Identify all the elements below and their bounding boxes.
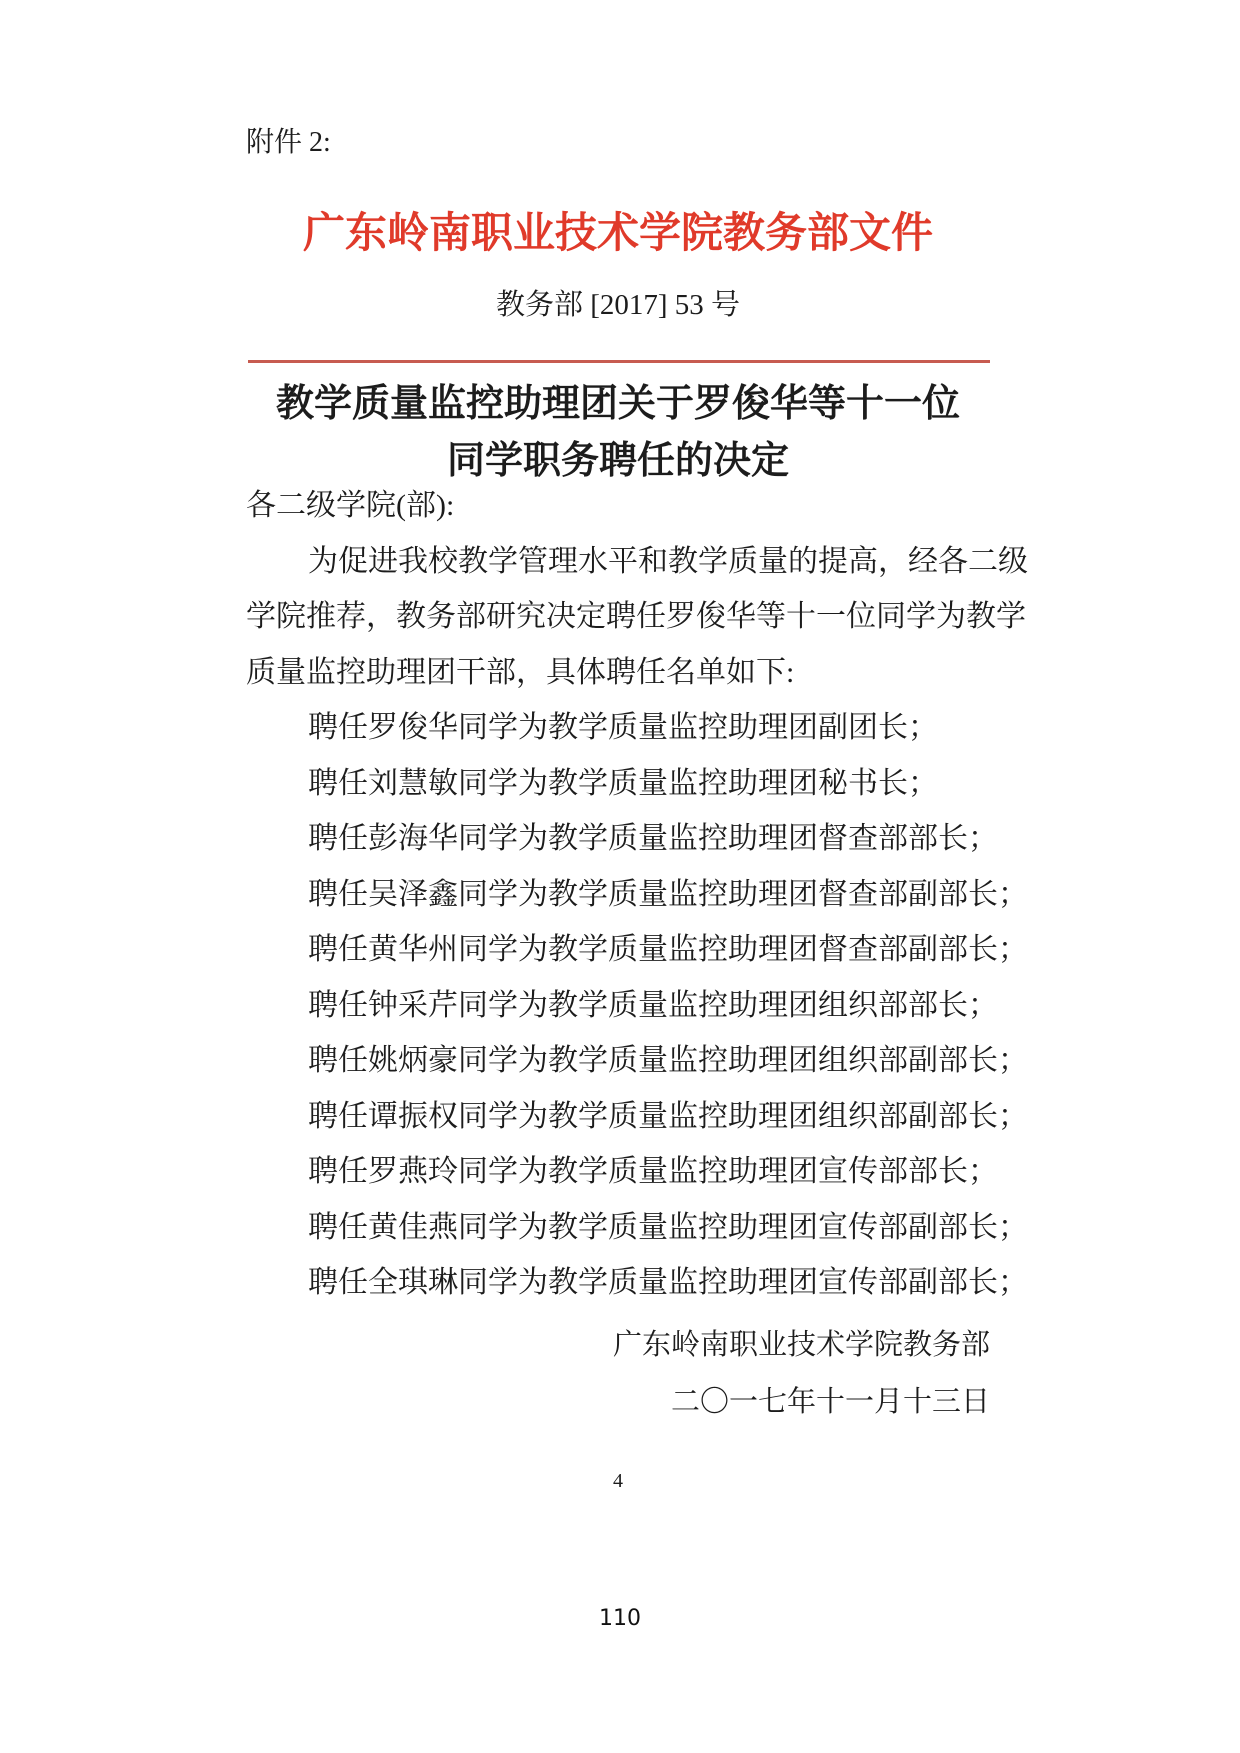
document-page-number: 4 xyxy=(613,1470,623,1492)
appointment-item: 聘任罗俊华同学为教学质量监控助理团副团长； xyxy=(308,711,938,744)
decision-title-line1: 教学质量监控助理团关于罗俊华等十一位 xyxy=(275,383,960,425)
signature-date: 二〇一七年十一月十三日 xyxy=(670,1386,990,1418)
appointment-item: 聘任吴泽鑫同学为教学质量监控助理团督查部副部长； xyxy=(308,877,1028,911)
salutation: 各二级学院(部): xyxy=(246,489,455,522)
attachment-label: 附件 2: xyxy=(246,127,331,158)
paragraph-line: 质量监控助理团干部，具体聘任名单如下: xyxy=(246,655,795,689)
appointment-item: 聘任钟采芹同学为教学质量监控助理团组织部部长； xyxy=(308,988,998,1022)
appointment-item: 聘任全琪琳同学为教学质量监控助理团宣传部副部长； xyxy=(308,1266,1028,1299)
document-body xyxy=(246,478,1028,1311)
appointment-item: 聘任罗燕玲同学为教学质量监控助理团宣传部部长； xyxy=(308,1155,998,1188)
decision-title-line2: 同学职务聘任的决定 xyxy=(446,440,789,482)
appointment-item: 聘任刘慧敏同学为教学质量监控助理团秘书长； xyxy=(308,766,938,800)
document-number: 教务部 [2017] 53 号 xyxy=(495,289,741,321)
outer-page-number: 110 xyxy=(599,1606,641,1631)
letterhead-title: 广东岭南职业技术学院教务部文件 xyxy=(302,211,933,257)
red-divider-line xyxy=(248,360,990,363)
appointment-item: 聘任谭振权同学为教学质量监控助理团组织部副部长； xyxy=(308,1099,1028,1133)
appointment-item: 聘任姚炳豪同学为教学质量监控助理团组织部副部长； xyxy=(308,1044,1028,1077)
paragraph-line: 为促进我校教学管理水平和教学质量的提高，经各二级 xyxy=(308,544,1028,578)
signature-block xyxy=(246,1317,990,1431)
appointment-item: 聘任彭海华同学为教学质量监控助理团督查部部长； xyxy=(308,822,998,855)
appointment-item: 聘任黄佳燕同学为教学质量监控助理团宣传部副部长； xyxy=(308,1210,1028,1244)
paragraph-line: 学院推荐，教务部研究决定聘任罗俊华等十一位同学为教学 xyxy=(246,600,1026,633)
appointment-item: 聘任黄华州同学为教学质量监控助理团督查部副部长； xyxy=(308,933,1028,966)
decision-title xyxy=(246,376,990,490)
signature-issuer: 广东岭南职业技术学院教务部 xyxy=(612,1329,990,1361)
